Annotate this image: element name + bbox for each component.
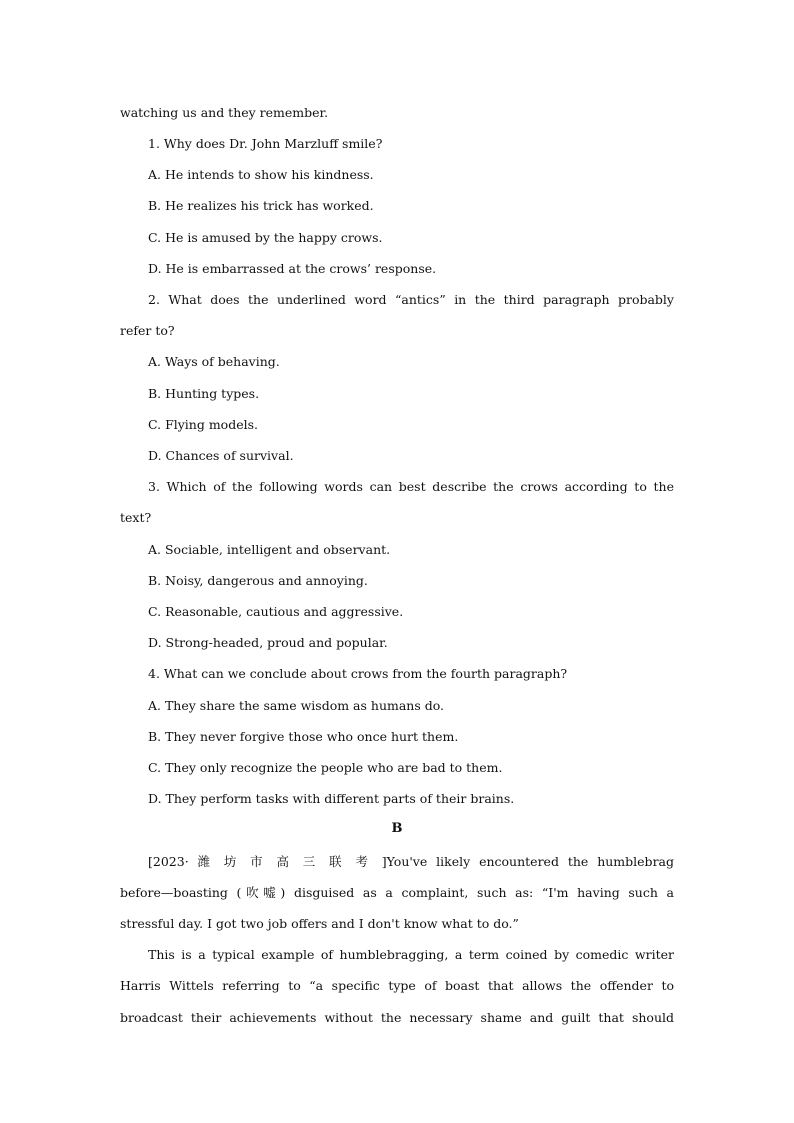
- passage-p2-line2: Harris Wittels referring to “a specific type of boast that allows the offender to: [120, 978, 674, 993]
- question-2-option-b: B. Hunting types.: [148, 386, 260, 401]
- question-1-option-b: B. He realizes his trick has worked.: [148, 198, 374, 213]
- question-3-option-c: C. Reasonable, cautious and aggressive.: [148, 604, 404, 619]
- question-1-stem: 1. Why does Dr. John Marzluff smile?: [148, 136, 383, 151]
- question-2-stem-line2: refer to?: [120, 323, 175, 338]
- question-1-option-d: D. He is embarrassed at the crows’ response.: [148, 261, 437, 276]
- question-4-stem: 4. What can we conclude about crows from the fourth paragraph?: [148, 666, 568, 681]
- passage-p1-line2: before—boasting (吹嘘) disguised as a complaint, such as: “I'm having such a: [120, 885, 674, 900]
- question-2-stem-line1: 2. What does the underlined word “antics” in the third paragraph probably: [148, 292, 674, 307]
- question-3-stem-line1: 3. Which of the following words can best describe the crows according to the: [148, 479, 674, 494]
- question-3-option-d: D. Strong-headed, proud and popular.: [148, 635, 388, 650]
- question-4-option-d: D. They perform tasks with different parts of their brains.: [148, 791, 515, 806]
- passage-p2-line1: This is a typical example of humblebragging, a term coined by comedic writer: [148, 947, 674, 962]
- question-4-option-b: B. They never forgive those who once hurt them.: [148, 729, 459, 744]
- question-2-option-a: A. Ways of behaving.: [148, 354, 280, 369]
- question-1-option-a: A. He intends to show his kindness.: [148, 167, 374, 182]
- question-3-option-b: B. Noisy, dangerous and annoying.: [148, 573, 368, 588]
- question-3-option-a: A. Sociable, intelligent and observant.: [148, 542, 391, 557]
- passage-p2-line3: broadcast their achievements without the necessary shame and guilt that should: [120, 1010, 674, 1025]
- question-2-option-d: D. Chances of survival.: [148, 448, 294, 463]
- continuation-line: watching us and they remember.: [120, 105, 329, 120]
- question-3-stem-line2: text?: [120, 510, 152, 525]
- passage-p1-line3: stressful day. I got two job offers and I don't know what to do.”: [120, 916, 519, 931]
- section-heading: B: [391, 821, 403, 836]
- question-4-option-c: C. They only recognize the people who are bad to them.: [148, 760, 503, 775]
- passage-p1-line1: [2023· 潍 坊 市 高 三 联 考 ]You've likely encountered the humblebrag: [148, 854, 674, 869]
- question-2-option-c: C. Flying models.: [148, 417, 258, 432]
- question-4-option-a: A. They share the same wisdom as humans do.: [148, 698, 445, 713]
- question-1-option-c: C. He is amused by the happy crows.: [148, 230, 383, 245]
